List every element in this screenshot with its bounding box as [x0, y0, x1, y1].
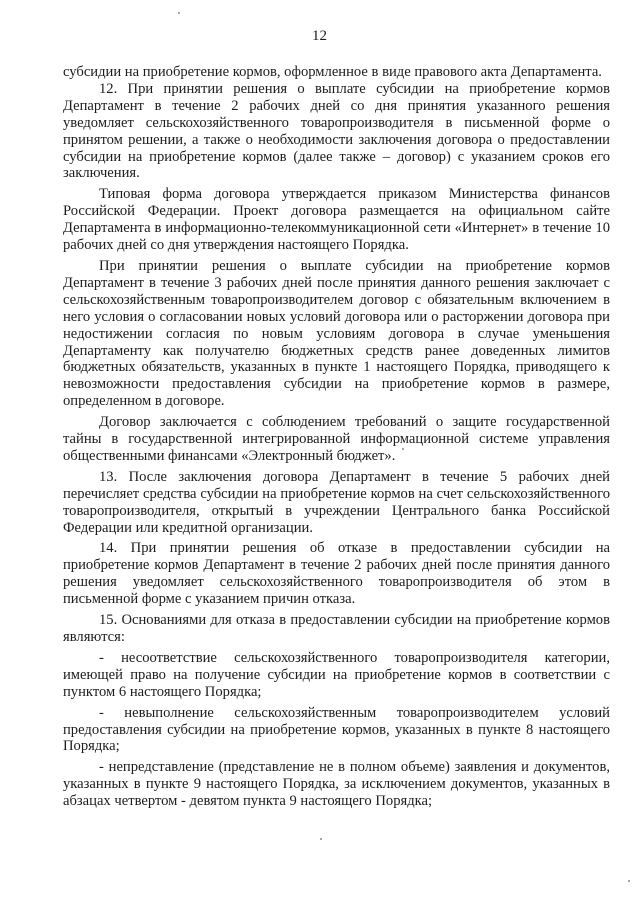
scan-speck [402, 448, 404, 450]
scan-speck [178, 12, 180, 14]
paragraph: При принятии решения о выплате субсидии на приобретение кормов Департамент в течение 3 рабочих дней после принятия данного решения заключает с сельскохозяйственным товаропроизводителем договор с обязательным включением в него условия о согласовании новых условий договора или о расторжении договора при недостижении согласия по новым условиям договора в случае уменьшения Департаменту как получателю бюджетных средств ранее доведенных лимитов бюджетных обязательств, указанных в пункте 1 настоящего Порядка, приводящего к невозможности предоставления субсидии на приобретение кормов в размере, определенном в договоре. [63, 257, 610, 410]
list-item: - непредставление (представление не в полном объеме) заявления и документов, указанных в пункте 9 настоящего Порядка, за исключением документов, указанных в абзацах четвертом - девятом пункта 9 настоящего Порядка; [63, 759, 610, 810]
paragraph: 13. После заключения договора Департамент в течение 5 рабочих дней перечисляет средства субсидии на приобретение кормов на счет сельскохозяйственного товаропроизводителя, открытый в учреждении Центрального банка Российской Федерации или кредитной организации. [63, 468, 610, 536]
paragraph: 15. Основаниями для отказа в предоставлении субсидии на приобретение кормов являются: [63, 612, 610, 645]
paragraph: Типовая форма договора утверждается приказом Министерства финансов Российской Федерации. Проект договора размещается на официальном сайте Департамента в информационно-телекоммуникационной сети «Интернет» в течение 10 рабочих дней со дня утверждения настоящего Порядка. [63, 186, 610, 254]
page-number: 12 [312, 28, 327, 44]
scan-speck [320, 838, 322, 840]
paragraph: 14. При принятии решения об отказе в предоставлении субсидии на приобретение кормов Департамент в течение 2 рабочих дней после принятия данного решения уведомляет сельскохозяйственного товаропроизводителя об этом в письменной форме с указанием причин отказа. [63, 540, 610, 608]
paragraph: 12. При принятии решения о выплате субсидии на приобретение кормов Департамент в течение 2 рабочих дней со дня принятия указанного решения уведомляет сельскохозяйственного товаропроизводителя в письменной форме о принятом решении, а также о необходимости заключения договора о предоставлении субсидии на приобретение кормов (далее также – договор) с указанием сроков его заключения. [63, 80, 610, 182]
list-item: - невыполнение сельскохозяйственным товаропроизводителем условий предоставления субсидии на приобретение кормов, указанных в пункте 8 настоящего Порядка; [63, 704, 610, 755]
list-item: - несоответствие сельскохозяйственного товаропроизводителя категории, имеющей право на получение субсидии на приобретение кормов в соответствии с пунктом 6 настоящего Порядка; [63, 649, 610, 700]
scan-speck [628, 880, 630, 882]
paragraph: субсидии на приобретение кормов, оформленное в виде правового акта Департамента. [63, 64, 602, 80]
document-body [63, 64, 610, 810]
paragraph: Договор заключается с соблюдением требований о защите государственной тайны в государственной интегрированной информационной системе управления общественными финансами «Электронный бюджет». [63, 414, 610, 464]
